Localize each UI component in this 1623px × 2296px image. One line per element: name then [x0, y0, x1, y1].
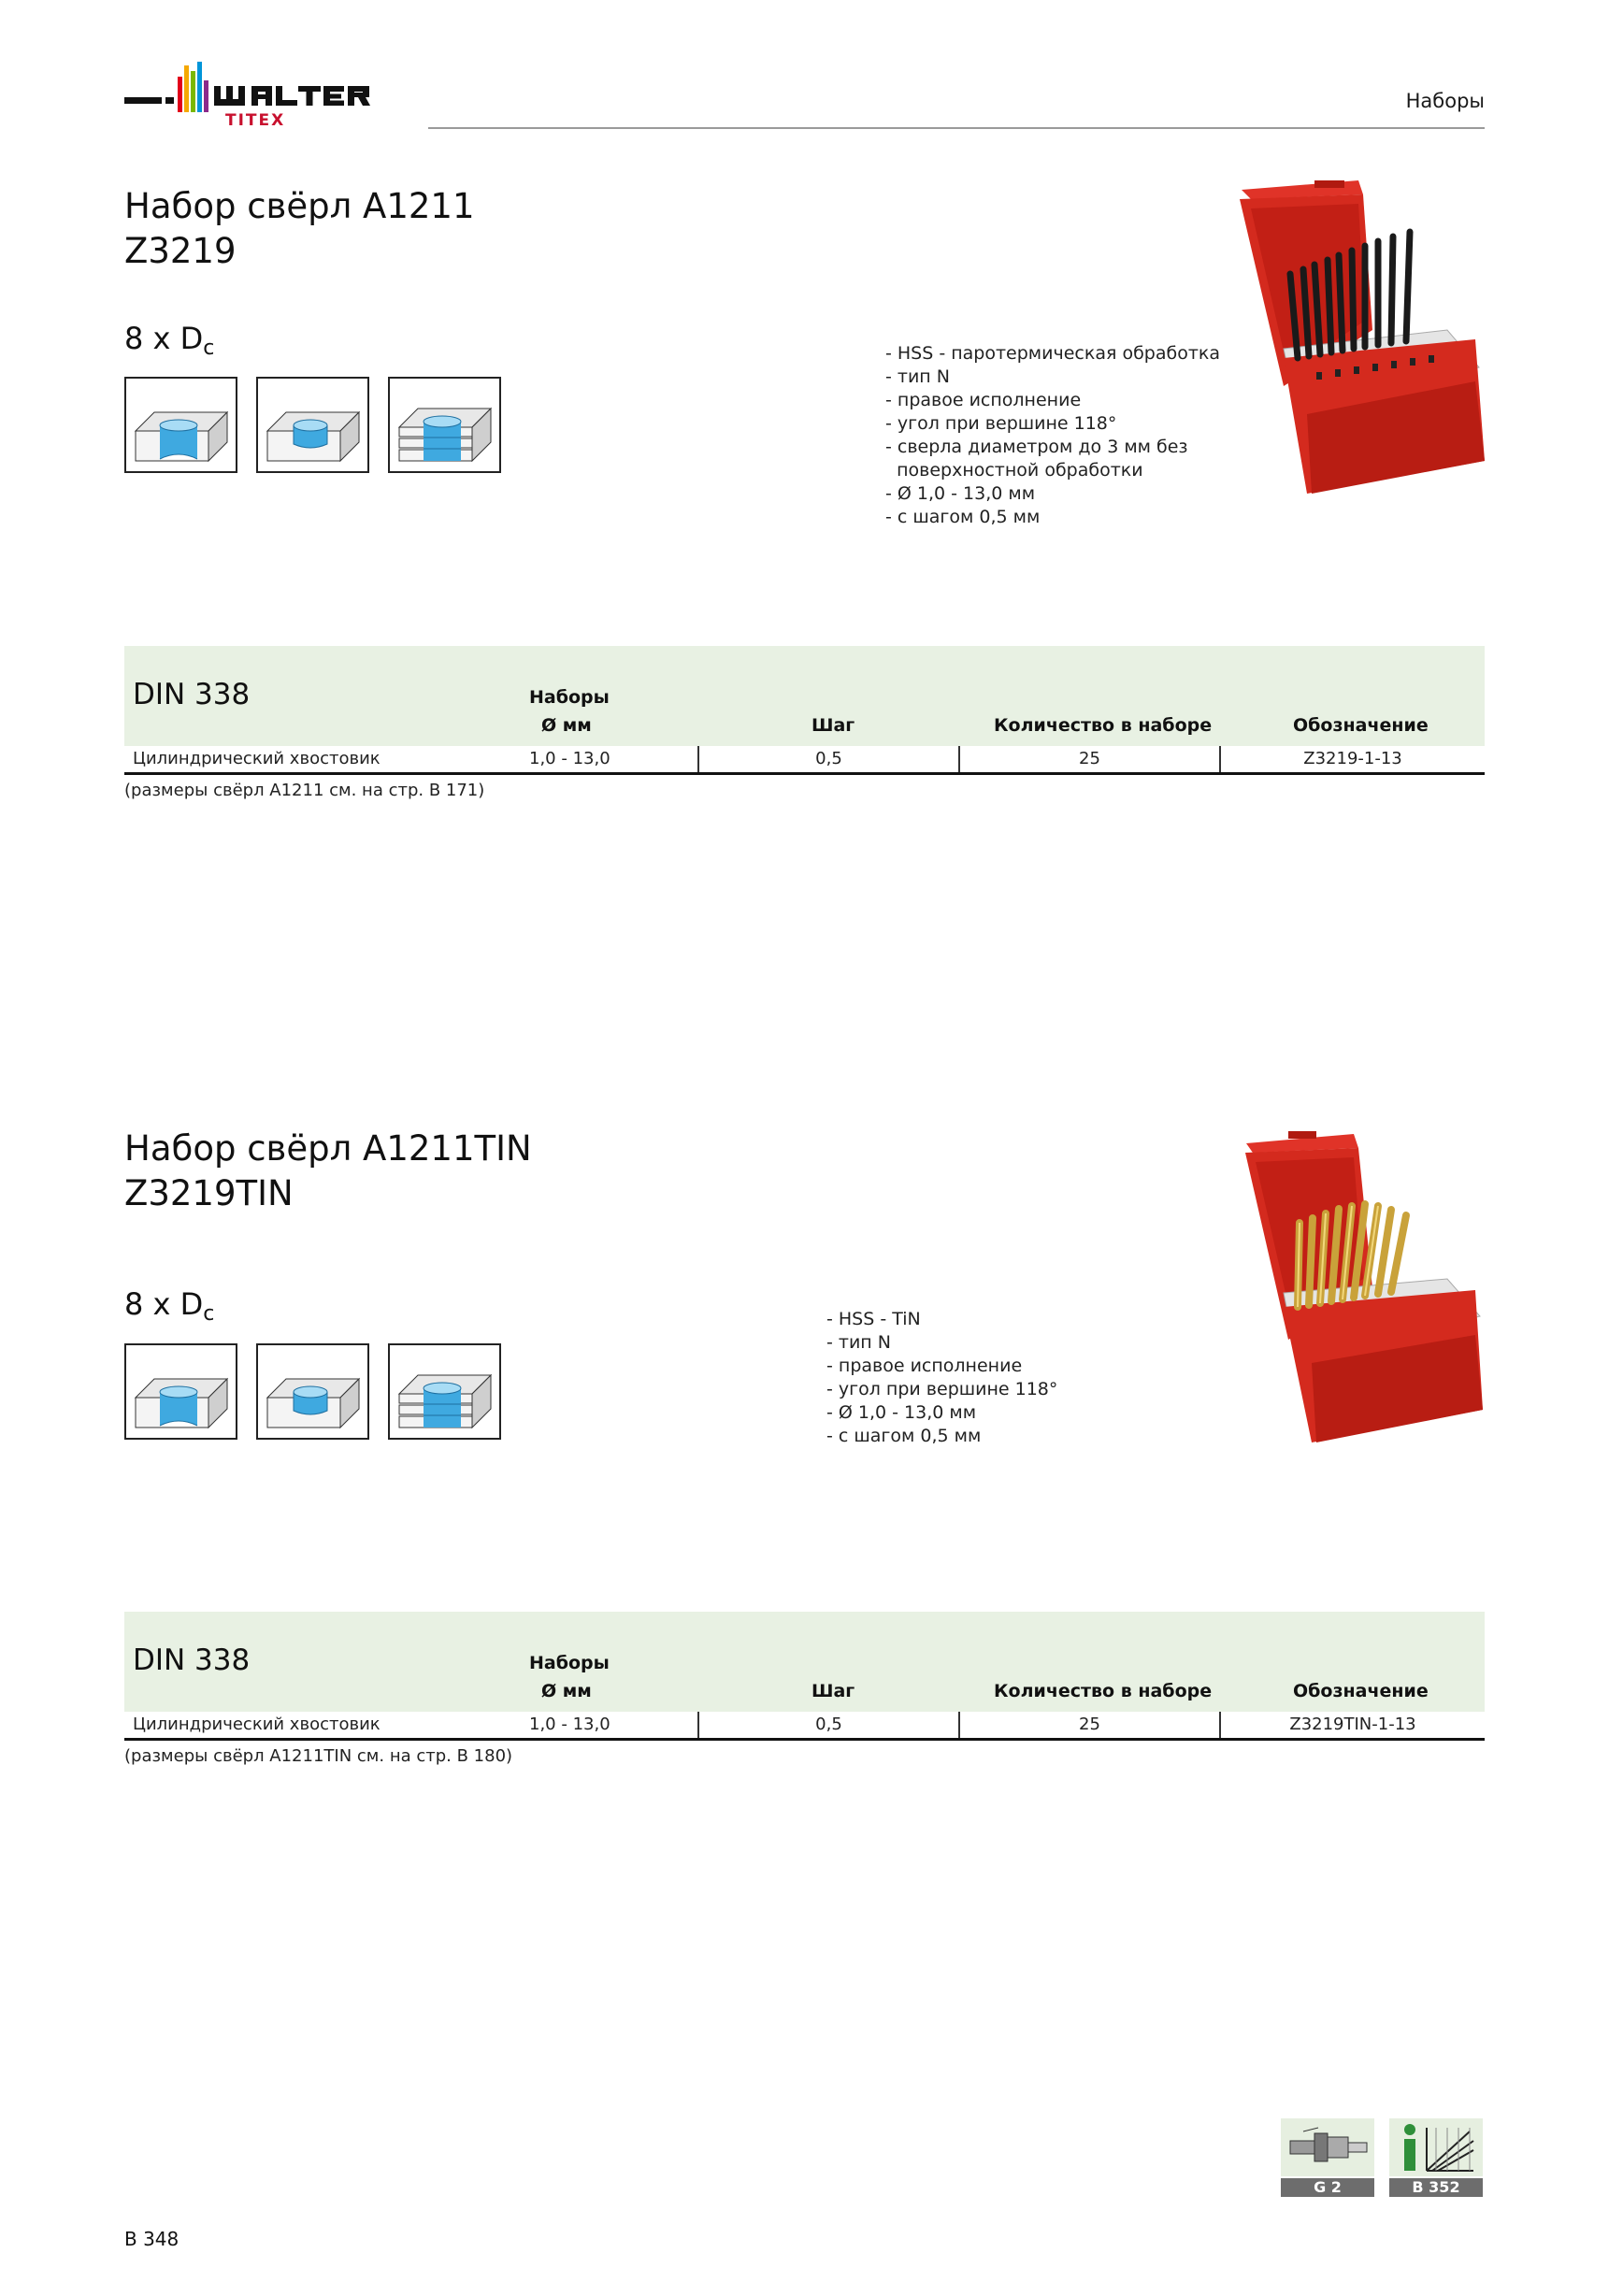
product-title-2: [124, 1126, 532, 1216]
table-note-2: (размеры свёрл A1211TIN см. на стр. B 180): [124, 1746, 513, 1766]
reference-b352-label: B 352: [1389, 2178, 1483, 2197]
cell-designation: Z3219TIN-1-13: [1289, 1715, 1416, 1734]
spec-table-header-1: [124, 646, 1485, 746]
feature-item: - тип N: [885, 366, 950, 387]
svg-text:TITEX: TITEX: [225, 111, 286, 130]
table-note-1: (размеры свёрл A1211 см. на стр. B 171): [124, 781, 485, 800]
cell-diameter: 1,0 - 13,0: [529, 1715, 610, 1734]
col-diameter-header: Ø мм: [541, 715, 592, 736]
through-hole-icon: [124, 1343, 237, 1440]
walter-titex-logo: [124, 58, 405, 133]
info-chart-icon: [1389, 2118, 1483, 2176]
col-count-header: Количество в наборе: [994, 715, 1213, 736]
blind-hole-icon: [256, 377, 369, 473]
section-label: Наборы: [1405, 90, 1485, 112]
col-designation-header: Обозначение: [1293, 715, 1429, 736]
col-diameter-header: Ø мм: [541, 1681, 592, 1701]
product-title-2-line2: Z3219TIN: [124, 1173, 294, 1213]
length-ratio-1-sub: c: [203, 337, 215, 360]
length-ratio-2: [124, 1286, 214, 1326]
header-rule: [428, 127, 1485, 129]
cell-diameter: 1,0 - 13,0: [529, 749, 610, 768]
product-image-drill-set-gold: [1242, 1129, 1485, 1451]
table-row: [124, 746, 1485, 775]
cell-designation: Z3219-1-13: [1303, 749, 1402, 768]
cell-count: 25: [1079, 749, 1100, 768]
page-number: B 348: [124, 2228, 180, 2250]
cell-shank: Цилиндрический хвостовик: [133, 749, 381, 768]
feature-item: - тип N: [826, 1332, 891, 1353]
spec-table-header-2: [124, 1612, 1485, 1712]
length-ratio-2-sub: c: [203, 1302, 215, 1326]
stacked-plates-icon: [388, 1343, 501, 1440]
table-row: [124, 1712, 1485, 1741]
feature-item: - правое исполнение: [826, 1356, 1023, 1376]
through-hole-icon: [124, 377, 237, 473]
cell-step: 0,5: [815, 749, 842, 768]
reference-g2-label: G 2: [1281, 2178, 1374, 2197]
product-title-2-line1: Набор свёрл A1211TIN: [124, 1128, 532, 1169]
cell-step: 0,5: [815, 1715, 842, 1734]
length-ratio-2-prefix: 8 x D: [124, 1286, 204, 1322]
feature-item: - угол при вершине 118°: [885, 413, 1117, 434]
col-step-header: Шаг: [812, 715, 855, 736]
product-image-drill-set-black: [1232, 180, 1485, 502]
feature-list-2: [826, 1308, 1057, 1448]
product-title-1: [124, 184, 474, 274]
reference-g2[interactable]: [1281, 2118, 1374, 2197]
feature-item: поверхностной обработки: [885, 460, 1143, 481]
reference-b352[interactable]: [1389, 2118, 1483, 2197]
col-group-header: Наборы: [529, 1653, 610, 1673]
length-ratio-1-prefix: 8 x D: [124, 321, 204, 356]
stacked-plates-icon: [388, 377, 501, 473]
length-ratio-1: [124, 321, 214, 360]
feature-list-1: [885, 342, 1220, 529]
table-standard: DIN 338: [133, 1643, 251, 1677]
feature-item: - угол при вершине 118°: [826, 1379, 1058, 1399]
cell-count: 25: [1079, 1715, 1100, 1734]
feature-item: - правое исполнение: [885, 390, 1082, 410]
table-standard: DIN 338: [133, 678, 251, 711]
feature-item: - с шагом 0,5 мм: [885, 507, 1041, 527]
col-count-header: Количество в наборе: [994, 1681, 1213, 1701]
col-designation-header: Обозначение: [1293, 1681, 1429, 1701]
feature-item: - Ø 1,0 - 13,0 мм: [826, 1402, 977, 1423]
feature-item: - с шагом 0,5 мм: [826, 1426, 982, 1446]
feature-item: - Ø 1,0 - 13,0 мм: [885, 483, 1036, 504]
tool-holder-icon: [1281, 2118, 1374, 2176]
feature-item: - HSS - паротермическая обработка: [885, 343, 1221, 364]
feature-item: - HSS - TiN: [826, 1309, 921, 1329]
product-title-1-line2: Z3219: [124, 231, 237, 271]
col-step-header: Шаг: [812, 1681, 855, 1701]
product-title-1-line1: Набор свёрл A1211: [124, 186, 475, 226]
feature-item: - сверла диаметром до 3 мм без: [885, 437, 1188, 457]
blind-hole-icon: [256, 1343, 369, 1440]
col-group-header: Наборы: [529, 687, 610, 708]
cell-shank: Цилиндрический хвостовик: [133, 1715, 381, 1734]
